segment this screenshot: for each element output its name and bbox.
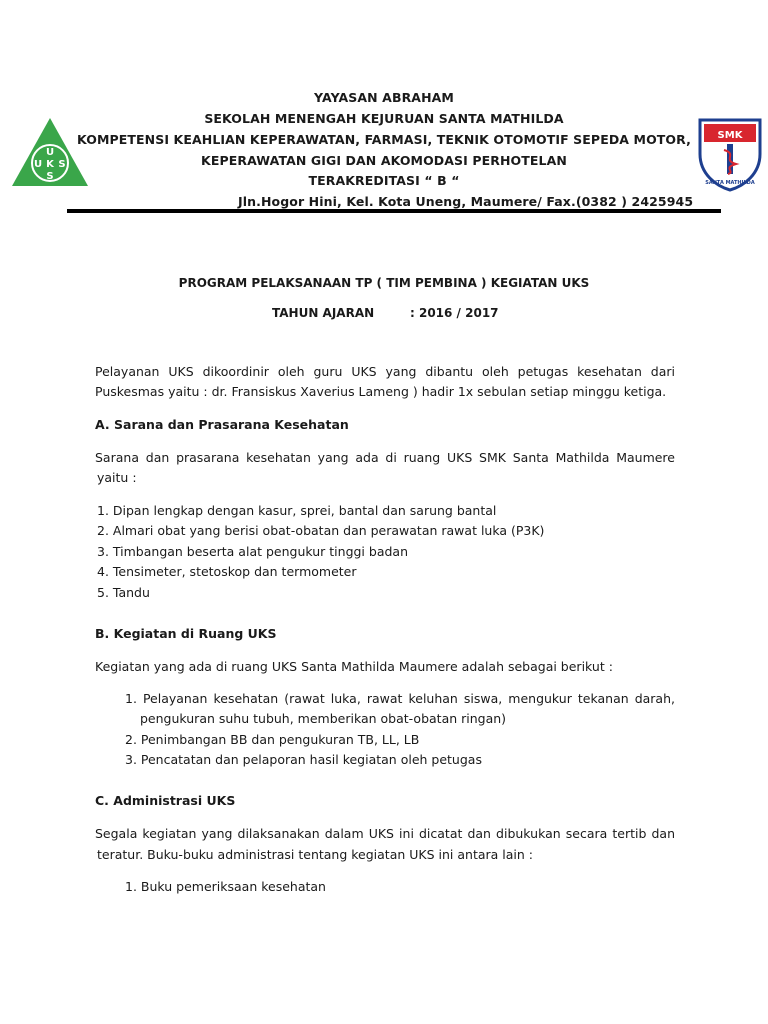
header-foundation: YAYASAN ABRAHAM <box>314 90 454 105</box>
list-item: 3. Pencatatan dan pelaporan hasil kegiatan oleh petugas <box>125 752 482 767</box>
header-divider <box>67 209 721 213</box>
list-item: 3. Timbangan beserta alat pengukur tinggi badan <box>97 544 408 559</box>
header-school: SEKOLAH MENENGAH KEJURUAN SANTA MATHILDA <box>204 111 564 126</box>
academic-year-value: : 2016 / 2017 <box>410 306 499 320</box>
section-a-para-line-2: yaitu : <box>97 470 137 485</box>
smk-logo-top-text: SMK <box>717 130 743 141</box>
header-accreditation: TERAKREDITASI “ B “ <box>308 173 460 188</box>
list-item: 1. Pelayanan kesehatan (rawat luka, rawat keluhan siswa, mengukur tekanan darah, <box>125 691 675 706</box>
section-b-heading: B. Kegiatan di Ruang UKS <box>95 626 277 641</box>
header-competency: KOMPETENSI KEAHLIAN KEPERAWATAN, FARMASI, TEKNIK OTOMOTIF SEPEDA MOTOR, <box>77 132 691 147</box>
list-item: 1. Buku pemeriksaan kesehatan <box>125 879 326 894</box>
list-item: 2. Almari obat yang berisi obat-obatan dan perawatan rawat luka (P3K) <box>97 523 545 538</box>
section-b-para: Kegiatan yang ada di ruang UKS Santa Mathilda Maumere adalah sebagai berikut : <box>95 659 613 674</box>
program-title: PROGRAM PELAKSANAAN TP ( TIM PEMBINA ) KEGIATAN UKS <box>178 276 590 290</box>
list-item: 1. Dipan lengkap dengan kasur, sprei, bantal dan sarung bantal <box>97 503 497 518</box>
academic-year-label: TAHUN AJARAN <box>272 306 375 320</box>
list-item: 5. Tandu <box>97 585 150 600</box>
list-item-continuation: pengukuran suhu tubuh, memberikan obat-obatan ringan) <box>140 711 507 726</box>
intro-line-2: Puskesmas yaitu : dr. Fransiskus Xaverius Lameng ) hadir 1x sebulan setiap minggu ketiga. <box>95 384 667 399</box>
section-c-para-line-1: Segala kegiatan yang dilaksanakan dalam UKS ini dicatat dan dibukukan secara tertib dan <box>95 826 675 841</box>
smk-logo-bottom-text: SANTA MATHILDA <box>705 180 755 186</box>
uks-logo-letter-s-bottom: S <box>46 171 54 182</box>
uks-logo-letter-u: U <box>45 147 55 158</box>
intro-line-1: Pelayanan UKS dikoordinir oleh guru UKS yang dibantu oleh petugas kesehatan dari <box>95 364 675 379</box>
section-c-heading: C. Administrasi UKS <box>95 793 236 808</box>
list-item: 2. Penimbangan BB dan pengukuran TB, LL, LB <box>125 732 420 747</box>
section-a-heading: A. Sarana dan Prasarana Kesehatan <box>95 417 349 432</box>
section-c-para-line-2: teratur. Buku-buku administrasi tentang kegiatan UKS ini antara lain : <box>97 847 533 862</box>
uks-logo-letter-s-right: S <box>58 159 66 170</box>
list-item: 4. Tensimeter, stetoskop dan termometer <box>97 564 357 579</box>
header-competency-cont: KEPERAWATAN GIGI DAN AKOMODASI PERHOTELAN <box>201 153 567 168</box>
uks-logo-letter-k: K <box>46 159 54 170</box>
uks-logo-letter-s-left: U <box>33 159 43 170</box>
header-address: Jln.Hogor Hini, Kel. Kota Uneng, Maumere/ Fax.(0382 ) 2425945 <box>238 194 694 209</box>
section-a-para-line-1: Sarana dan prasarana kesehatan yang ada di ruang UKS SMK Santa Mathilda Maumere <box>95 450 675 465</box>
